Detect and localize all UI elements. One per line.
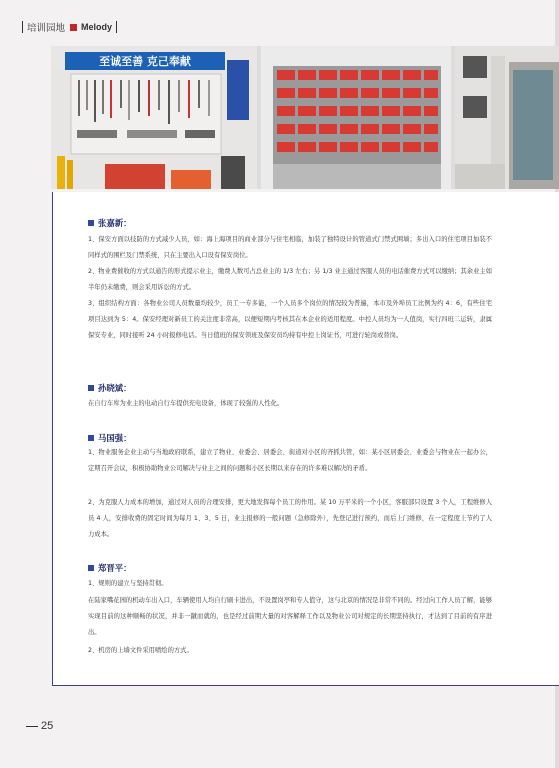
photo-strip	[51, 46, 559, 189]
paragraph: 2、为克服人力成本的增加，通过对人员的合理安排，更大地发挥每个员工的作用。某 10 万平米的一个小区，客服部只设置 3 个人，工程维修人员 4 人，安排收费的固定时间为每月 1、3、5 日，业主报修的一般问题（急修除外），先登记进行预约，而后上门维修，在一定程度上节约了人力成本。	[88, 499, 492, 538]
paragraph: 在自行车库为业主的电动自行车提供充电设备，体现了较强的人性化。	[88, 400, 284, 407]
section-title-text: 马国强：	[98, 433, 132, 443]
photo-illustration	[51, 46, 559, 189]
header-divider	[22, 21, 23, 33]
section-marker-icon	[88, 220, 94, 226]
section-title-text: 张嘉新：	[98, 218, 132, 228]
header-divider	[116, 21, 117, 33]
section-title-text: 孙晓斌：	[98, 383, 132, 393]
page-footer	[26, 720, 53, 732]
header-magazine-name: Melody	[81, 22, 113, 32]
section-title-ma	[88, 432, 132, 444]
banner-text: 至诚至善 克己奉献	[99, 55, 191, 68]
section-marker-icon	[88, 565, 94, 571]
section-title-sun	[88, 382, 132, 394]
running-header	[18, 20, 121, 34]
section-title-zheng	[88, 562, 132, 574]
paragraph: 2、机房的上墙文件采用喷绘的方式。	[88, 647, 193, 654]
paragraph: 3、组织结构方面：各物业公司人员数量均较少，员工一专多能，一个人员多个岗位的情况较为普遍，本市及外埠员工比例为约 4：6，有些住宅项目达到为 5：4。保安经理对新员工的关注度非常高，以便短期内考核其在本企业的适用程度。中控人员均为一人值岗，实行四班二运转，隶属保安专业，同时接听 24 小时报修电话。当日值班的保安领班及保安员均持有中控上岗证书，可进行轮岗或替岗。	[88, 300, 492, 339]
section-marker-icon	[88, 385, 94, 391]
paragraph: 在陆家嘴花园的机动车出入口，车辆使用人均自行刷卡进出，不设置岗亭和专人值守，这与北京的情况是非常不同的。经过向工作人员了解，能够实现目前的这种顺畅的状况，并非一蹴而就的，也是经过前期大量的对客解释工作以及物业公司对规定的长期坚持执行，才达到了目前的有序进出。	[88, 597, 492, 636]
section-title-text: 郑晋平：	[98, 563, 132, 573]
door-panel	[227, 60, 249, 120]
header-section-name: 培训园地	[27, 23, 66, 34]
paragraph: 2、物业费催收的方式以通告的形式提示业主，缴费人数可占总业主的 1/3 左右；另 1/3 业主通过客服人员的电话催费方式可以缴纳；其余业主如半年仍未缴费，则会采用诉讼的方式。	[88, 268, 492, 291]
footer-dash	[26, 726, 38, 727]
paragraph: 1、物业服务企业主动与当地政府联系，建立了物业、业委会、居委会、街道对小区的齐抓共管，如：某小区居委会、业委会与物业在一起办公，定期召开会议，积极协助物业公司解决与业主之间的问题和小区长期以来存在的许多难以解决的矛盾。	[88, 449, 492, 472]
tool-box	[105, 164, 165, 189]
page-number: 25	[41, 720, 54, 732]
section-marker-icon	[88, 435, 94, 441]
paragraph: 1、保安方面以技防的方式减少人员，如：海上海项目的商业部分与住宅相临，加装了独特设计的管道式门禁式围墙；多出入口的住宅项目加装不同样式的围栏及门禁系统，只在主要出入口设有保安岗位。	[88, 236, 492, 259]
header-square-icon	[70, 24, 77, 31]
paragraph: 1、规则的建立与坚持贯彻。	[88, 580, 168, 587]
section-title-zhang	[88, 217, 132, 229]
